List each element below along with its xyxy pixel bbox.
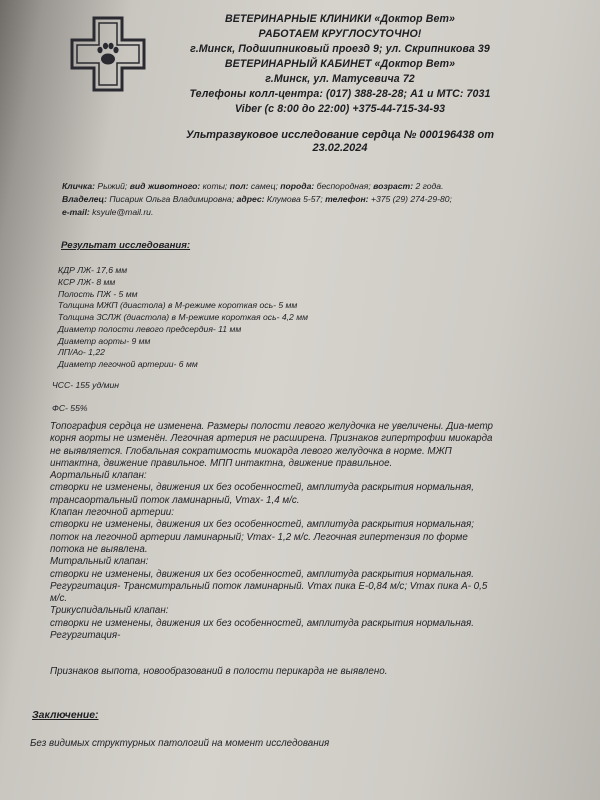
email-label: e-mail: — [62, 207, 90, 217]
description-line: поток на легочной артерии ламинарный; Vmax- 1,2 м/с. Легочная гипертензия по форме — [50, 531, 468, 543]
phone-label: телефон: — [325, 194, 369, 204]
conclusion-text: Без видимых структурных патологий на момент исследования — [30, 738, 330, 749]
owner-line — [62, 194, 452, 205]
description-line: не выявляется. Глобальная сократимость миокарда левого желудочка в норме. МЖП — [50, 445, 452, 457]
measurement-item: КДР ЛЖ- 17,6 мм — [58, 265, 128, 275]
email-value: ksyule@mail.ru. — [92, 207, 154, 217]
address-label: адрес: — [236, 194, 265, 204]
species-value: коты; — [202, 181, 228, 191]
aortic-valve-heading: Аортальный клапан: — [50, 470, 147, 482]
owner-label: Владелец: — [62, 194, 107, 204]
document-date: 23.02.2024 — [312, 142, 368, 154]
age-value: 2 года. — [415, 181, 444, 191]
measurement-item: Полость ПЖ - 5 мм — [58, 289, 138, 299]
description-line: Топография сердца не изменена. Размеры полости левого желудочка не увеличены. Диа-метр — [50, 421, 493, 432]
tricuspid-valve-heading: Трикуспидальный клапан: — [50, 605, 169, 617]
description-line: Регургитация- Трансмитральный поток ламинарный. Vmax пика Е-0,84 м/с; Vmax пика А- 0,5 — [50, 580, 488, 592]
office-address: г.Минск, ул. Матусевича 72 — [265, 73, 415, 85]
measurement-item: Диаметр легочной артерии- 6 мм — [58, 359, 198, 369]
pericardium-note: Признаков выпота, новообразований в полости перикарда не выявлено. — [50, 666, 388, 677]
description-line: трансаортальный поток ламинарный, Vmax- 1,4 м/с. — [50, 494, 300, 506]
document-title — [140, 129, 540, 155]
description-line: м/с. — [50, 593, 68, 605]
description-line: интактна, движение правильное. МПП интактна, движение правильное. — [50, 457, 393, 469]
measurement-item: Диаметр аорты- 9 мм — [58, 336, 151, 346]
description-line: створки не изменены, движения их без особенностей, амплитуда раскрытия нормальная; — [50, 519, 475, 531]
office-name: ВЕТЕРИНАРНЫЙ КАБИНЕТ «Доктор Вет» — [224, 58, 456, 70]
results-heading: Результат исследования: — [61, 240, 191, 251]
clinic-hours: РАБОТАЕМ КРУГЛОСУТОЧНО! — [258, 28, 422, 40]
measurement-item: ЛП/Ао- 1,22 — [58, 347, 105, 357]
breed-value: беспородная; — [316, 181, 371, 191]
pulmonary-valve-heading: Клапан легочной артерии: — [50, 507, 174, 519]
email-line — [62, 207, 153, 218]
fractional-shortening: ФС- 55% — [52, 403, 88, 413]
measurement-item: КСР ЛЖ- 8 мм — [58, 277, 116, 287]
clinic-address: г.Минск, Подшипниковый проезд 9; ул. Скрипникова 39 — [190, 43, 490, 55]
conclusion-heading: Заключение: — [32, 710, 99, 721]
description-line: корня аорты не изменён. Легочная артерия не расширена. Признаков гипертрофии миокарда — [50, 433, 493, 445]
measurement-item: Диаметр полости левого предсердия- 11 мм — [58, 324, 242, 334]
name-label: Кличка: — [62, 181, 95, 191]
description-line: потока не выявлена. — [50, 543, 148, 555]
description-text — [50, 421, 493, 642]
species-label: вид животного: — [129, 181, 201, 191]
description-line: створки не изменены, движения их без особенностей, амплитуда раскрытия нормальная. — [50, 617, 475, 629]
age-label: возраст: — [373, 181, 414, 191]
measurement-item: Толщина ЗСЛЖ (диастола) в М-режиме короткая ось- 4,2 мм — [58, 312, 308, 322]
phone-value: +375 (29) 274-29-80; — [370, 194, 452, 204]
patient-line — [62, 181, 443, 192]
heart-rate: ЧСС- 155 уд/мин — [52, 380, 120, 390]
description-line: створки не изменены, движения их без особенностей, амплитуда раскрытия нормальная. — [50, 568, 475, 580]
breed-label: порода: — [280, 181, 315, 191]
call-center-phones: Телефоны колл-центра: (017) 388-28-28; A1 и МТС: 7031 — [189, 88, 491, 100]
owner-value: Писарик Ольга Владимировна; — [109, 194, 235, 204]
clinic-name: ВЕТЕРИНАРНЫЕ КЛИНИКИ «Доктор Вет» — [224, 13, 455, 25]
sex-value: самец; — [250, 181, 278, 191]
pet-name: Рыжий; — [97, 181, 128, 191]
clinic-header — [150, 12, 530, 117]
sex-label: пол: — [229, 181, 249, 191]
address-value: Клумова 5-57; — [266, 194, 323, 204]
measurement-item: Толщина МЖП (диастола) в М-режиме короткая ось- 5 мм — [58, 300, 298, 310]
document-title-line: Ультразвуковое исследование сердца № 000196438 от — [185, 129, 494, 141]
mitral-valve-heading: Митральный клапан: — [50, 556, 149, 568]
viber-contact: Viber (с 8:00 до 22:00) +375-44-715-34-93 — [234, 103, 446, 115]
description-line: Регургитация- — [50, 630, 121, 642]
description-line: створки не изменены, движения их без особенностей, амплитуда раскрытия нормальная, — [50, 482, 475, 494]
clinic-logo-cross-paw-icon — [66, 12, 150, 96]
